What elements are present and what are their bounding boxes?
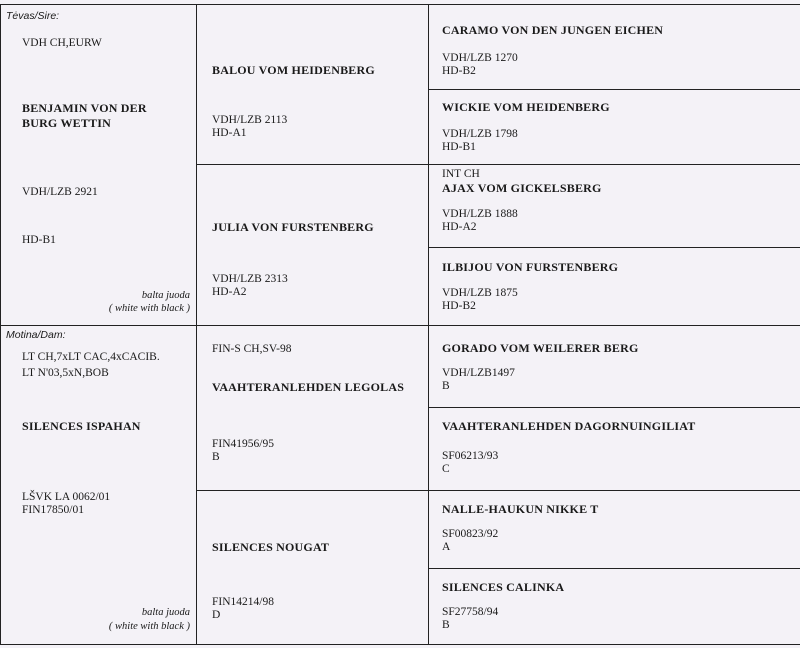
sire-mother-name: JULIA VON FURSTENBERG <box>212 220 374 234</box>
ggp-5-name: GORADO VOM WEILERER BERG <box>442 341 639 355</box>
column-divider-2 <box>428 4 429 644</box>
sire-color-en: ( white with black ) <box>108 303 190 314</box>
ggp-4-hip-score: HD-B2 <box>442 300 476 312</box>
sire-titles: VDH CH,EURW <box>22 37 102 49</box>
ggp-divider-2 <box>428 247 800 248</box>
grandparents-divider-bottom <box>196 490 800 491</box>
ggp-8-hip-score: B <box>442 619 450 631</box>
sire-hip-score: HD-B1 <box>22 234 56 246</box>
dam-mother-hip-score: D <box>212 609 221 621</box>
dam-father-name: VAAHTERANLEHDEN LEGOLAS <box>212 380 405 394</box>
ggp-7-registration: SF00823/92 <box>442 528 499 540</box>
dam-mother-registration: FIN14214/98 <box>212 596 274 608</box>
dam-name: SILENCES ISPAHAN <box>22 419 141 433</box>
ggp-3-registration: VDH/LZB 1888 <box>442 208 518 220</box>
dam-mother-name: SILENCES NOUGAT <box>212 540 330 554</box>
table-bottom-border <box>0 644 800 645</box>
ggp-4-registration: VDH/LZB 1875 <box>442 287 518 299</box>
dam-color-en: ( white with black ) <box>108 621 190 632</box>
table-top-border <box>0 4 800 5</box>
ggp-divider-3 <box>428 407 800 408</box>
column-divider-1 <box>196 4 197 644</box>
ggp-8-name: SILENCES CALINKA <box>442 580 565 594</box>
ggp-2-name: WICKIE VOM HEIDENBERG <box>442 100 610 114</box>
dam-registration-2: FIN17850/01 <box>22 504 84 516</box>
dam-section-label: Motina/Dam: <box>6 329 66 341</box>
ggp-2-hip-score: HD-B1 <box>442 141 476 153</box>
sire-name: BENJAMIN VON DER BURG WETTIN <box>22 101 147 130</box>
ggp-6-hip-score: C <box>442 463 450 475</box>
ggp-6-name: VAAHTERANLEHDEN DAGORNUINGILIAT <box>442 419 696 433</box>
ggp-divider-1 <box>428 89 800 90</box>
grandparents-divider-top <box>196 164 800 165</box>
ggp-7-name: NALLE-HAUKUN NIKKE T <box>442 502 599 516</box>
ggp-divider-4 <box>428 568 800 569</box>
dam-registration-1: LŠVK LA 0062/01 <box>22 491 111 503</box>
dam-titles-line-2: LT N'03,5xN,BOB <box>22 367 109 379</box>
ggp-1-hip-score: HD-B2 <box>442 65 476 77</box>
ggp-1-name: CARAMO VON DEN JUNGEN EICHEN <box>442 23 664 37</box>
table-left-border <box>0 4 1 644</box>
sire-section-label: Tėvas/Sire: <box>6 10 60 22</box>
ggp-6-registration: SF06213/93 <box>442 450 499 462</box>
ggp-3-titles: INT CH <box>442 168 480 180</box>
ggp-1-registration: VDH/LZB 1270 <box>442 52 518 64</box>
sire-father-hip-score: HD-A1 <box>212 127 247 139</box>
sire-father-name: BALOU VOM HEIDENBERG <box>212 63 375 77</box>
dam-father-titles: FIN-S CH,SV-98 <box>212 343 292 355</box>
ggp-3-hip-score: HD-A2 <box>442 221 477 233</box>
sire-registration: VDH/LZB 2921 <box>22 186 98 198</box>
dam-color-lt: balta juoda <box>141 607 190 618</box>
sire-color-lt: balta juoda <box>141 290 190 301</box>
ggp-5-registration: VDH/LZB1497 <box>442 367 515 379</box>
ggp-4-name: ILBIJOU VON FURSTENBERG <box>442 260 619 274</box>
sire-father-registration: VDH/LZB 2113 <box>212 114 288 126</box>
sire-mother-registration: VDH/LZB 2313 <box>212 273 288 285</box>
dam-titles-line-1: LT CH,7xLT CAC,4xCACIB. <box>22 351 160 363</box>
ggp-3-name: AJAX VOM GICKELSBERG <box>442 181 602 195</box>
dam-father-registration: FIN41956/95 <box>212 438 274 450</box>
ggp-7-hip-score: A <box>442 541 451 553</box>
sire-dam-divider <box>0 325 800 326</box>
ggp-5-hip-score: B <box>442 380 450 392</box>
sire-mother-hip-score: HD-A2 <box>212 286 247 298</box>
ggp-8-registration: SF27758/94 <box>442 606 499 618</box>
dam-father-hip-score: B <box>212 451 220 463</box>
ggp-2-registration: VDH/LZB 1798 <box>442 128 518 140</box>
